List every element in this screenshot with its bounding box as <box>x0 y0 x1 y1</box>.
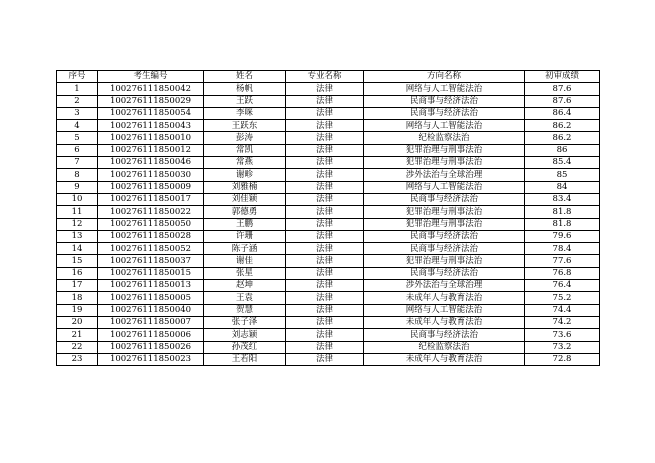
cell-direction: 网络与人工智能法治 <box>364 304 525 316</box>
cell-candidate-id: 100276111850046 <box>98 157 204 169</box>
cell-name: 郭德勇 <box>204 206 286 218</box>
cell-major: 法律 <box>286 255 364 267</box>
table-row <box>57 169 600 181</box>
cell-major: 法律 <box>286 280 364 292</box>
cell-score: 73.6 <box>525 329 600 341</box>
header-name: 姓名 <box>204 71 286 83</box>
cell-major: 法律 <box>286 316 364 328</box>
cell-major: 法律 <box>286 95 364 107</box>
table-row <box>57 280 600 292</box>
table-row <box>57 329 600 341</box>
cell-candidate-id: 100276111850009 <box>98 181 204 193</box>
cell-name: 王鹏 <box>204 218 286 230</box>
cell-candidate-id: 100276111850042 <box>98 83 204 95</box>
cell-index: 21 <box>57 329 98 341</box>
cell-major: 法律 <box>286 107 364 119</box>
cell-candidate-id: 100276111850023 <box>98 353 204 365</box>
cell-name: 常凯 <box>204 144 286 156</box>
cell-candidate-id: 100276111850006 <box>98 329 204 341</box>
header-major: 专业名称 <box>286 71 364 83</box>
cell-candidate-id: 100276111850054 <box>98 107 204 119</box>
cell-index: 9 <box>57 181 98 193</box>
cell-index: 13 <box>57 230 98 242</box>
cell-score: 76.4 <box>525 280 600 292</box>
cell-candidate-id: 100276111850026 <box>98 341 204 353</box>
cell-name: 杨帆 <box>204 83 286 95</box>
table-row <box>57 181 600 193</box>
cell-index: 15 <box>57 255 98 267</box>
cell-candidate-id: 100276111850017 <box>98 193 204 205</box>
cell-name: 彭涛 <box>204 132 286 144</box>
table-row <box>57 292 600 304</box>
cell-score: 87.6 <box>525 83 600 95</box>
table-row <box>57 243 600 255</box>
table-row <box>57 230 600 242</box>
table-body <box>57 83 600 366</box>
cell-name: 谢畛 <box>204 169 286 181</box>
cell-name: 王跃 <box>204 95 286 107</box>
cell-direction: 民商事与经济法治 <box>364 243 525 255</box>
table-row <box>57 157 600 169</box>
cell-direction: 网络与人工智能法治 <box>364 181 525 193</box>
cell-score: 85 <box>525 169 600 181</box>
table-row <box>57 193 600 205</box>
cell-score: 81.8 <box>525 218 600 230</box>
cell-major: 法律 <box>286 267 364 279</box>
cell-index: 12 <box>57 218 98 230</box>
cell-score: 75.2 <box>525 292 600 304</box>
cell-direction: 未成年人与教育法治 <box>364 353 525 365</box>
cell-score: 86.2 <box>525 132 600 144</box>
cell-candidate-id: 100276111850013 <box>98 280 204 292</box>
cell-direction: 未成年人与教育法治 <box>364 292 525 304</box>
cell-direction: 民商事与经济法治 <box>364 95 525 107</box>
cell-major: 法律 <box>286 292 364 304</box>
cell-index: 8 <box>57 169 98 181</box>
cell-candidate-id: 100276111850043 <box>98 120 204 132</box>
cell-candidate-id: 100276111850012 <box>98 144 204 156</box>
cell-candidate-id: 100276111850050 <box>98 218 204 230</box>
cell-candidate-id: 100276111850010 <box>98 132 204 144</box>
cell-major: 法律 <box>286 120 364 132</box>
cell-candidate-id: 100276111850030 <box>98 169 204 181</box>
cell-index: 17 <box>57 280 98 292</box>
cell-name: 王跃东 <box>204 120 286 132</box>
cell-index: 19 <box>57 304 98 316</box>
cell-major: 法律 <box>286 193 364 205</box>
cell-direction: 民商事与经济法治 <box>364 230 525 242</box>
cell-major: 法律 <box>286 144 364 156</box>
cell-candidate-id: 100276111850028 <box>98 230 204 242</box>
cell-candidate-id: 100276111850040 <box>98 304 204 316</box>
cell-score: 72.8 <box>525 353 600 365</box>
cell-name: 刘雅楠 <box>204 181 286 193</box>
cell-index: 7 <box>57 157 98 169</box>
table-row <box>57 120 600 132</box>
cell-score: 78.4 <box>525 243 600 255</box>
cell-index: 22 <box>57 341 98 353</box>
cell-index: 18 <box>57 292 98 304</box>
table-row <box>57 316 600 328</box>
cell-name: 陈子涵 <box>204 243 286 255</box>
cell-index: 1 <box>57 83 98 95</box>
header-score: 初审成绩 <box>525 71 600 83</box>
cell-candidate-id: 100276111850037 <box>98 255 204 267</box>
cell-score: 79.6 <box>525 230 600 242</box>
cell-major: 法律 <box>286 169 364 181</box>
cell-score: 86.4 <box>525 107 600 119</box>
table-row <box>57 95 600 107</box>
cell-name: 孙茂红 <box>204 341 286 353</box>
cell-major: 法律 <box>286 341 364 353</box>
cell-score: 77.6 <box>525 255 600 267</box>
cell-name: 贺慧 <box>204 304 286 316</box>
cell-candidate-id: 100276111850052 <box>98 243 204 255</box>
cell-index: 6 <box>57 144 98 156</box>
cell-direction: 纪检监察法治 <box>364 132 525 144</box>
cell-candidate-id: 100276111850005 <box>98 292 204 304</box>
header-index: 序号 <box>57 71 98 83</box>
cell-index: 2 <box>57 95 98 107</box>
cell-name: 张子泽 <box>204 316 286 328</box>
cell-name: 刘志颖 <box>204 329 286 341</box>
cell-candidate-id: 100276111850029 <box>98 95 204 107</box>
cell-name: 王袁 <box>204 292 286 304</box>
cell-index: 14 <box>57 243 98 255</box>
cell-direction: 涉外法治与全球治理 <box>364 280 525 292</box>
cell-candidate-id: 100276111850007 <box>98 316 204 328</box>
cell-major: 法律 <box>286 353 364 365</box>
cell-direction: 犯罪治理与刑事法治 <box>364 157 525 169</box>
cell-major: 法律 <box>286 83 364 95</box>
cell-direction: 民商事与经济法治 <box>364 267 525 279</box>
table-row <box>57 267 600 279</box>
cell-direction: 网络与人工智能法治 <box>364 83 525 95</box>
table-row <box>57 83 600 95</box>
cell-candidate-id: 100276111850022 <box>98 206 204 218</box>
cell-name: 许珊 <box>204 230 286 242</box>
cell-major: 法律 <box>286 243 364 255</box>
cell-score: 74.2 <box>525 316 600 328</box>
cell-direction: 涉外法治与全球治理 <box>364 169 525 181</box>
cell-direction: 未成年人与教育法治 <box>364 316 525 328</box>
cell-name: 王若阳 <box>204 353 286 365</box>
table-row <box>57 206 600 218</box>
cell-score: 86.2 <box>525 120 600 132</box>
cell-score: 86 <box>525 144 600 156</box>
cell-score: 76.8 <box>525 267 600 279</box>
cell-direction: 犯罪治理与刑事法治 <box>364 206 525 218</box>
cell-name: 刘佳颖 <box>204 193 286 205</box>
cell-index: 11 <box>57 206 98 218</box>
cell-direction: 民商事与经济法治 <box>364 329 525 341</box>
cell-index: 20 <box>57 316 98 328</box>
cell-score: 85.4 <box>525 157 600 169</box>
table-row <box>57 107 600 119</box>
cell-major: 法律 <box>286 304 364 316</box>
cell-score: 73.2 <box>525 341 600 353</box>
cell-direction: 犯罪治理与刑事法治 <box>364 255 525 267</box>
table-row <box>57 132 600 144</box>
cell-direction: 民商事与经济法治 <box>364 107 525 119</box>
score-table <box>56 70 600 366</box>
table-header-row <box>57 71 600 83</box>
cell-score: 84 <box>525 181 600 193</box>
cell-name: 常燕 <box>204 157 286 169</box>
cell-major: 法律 <box>286 230 364 242</box>
cell-name: 李咪 <box>204 107 286 119</box>
cell-score: 83.4 <box>525 193 600 205</box>
cell-direction: 犯罪治理与刑事法治 <box>364 218 525 230</box>
cell-major: 法律 <box>286 132 364 144</box>
cell-index: 10 <box>57 193 98 205</box>
header-direction: 方向名称 <box>364 71 525 83</box>
table-row <box>57 218 600 230</box>
cell-name: 赵坤 <box>204 280 286 292</box>
cell-name: 谢佳 <box>204 255 286 267</box>
cell-score: 74.4 <box>525 304 600 316</box>
cell-direction: 纪检监察法治 <box>364 341 525 353</box>
cell-index: 23 <box>57 353 98 365</box>
cell-major: 法律 <box>286 218 364 230</box>
cell-score: 81.8 <box>525 206 600 218</box>
table-row <box>57 144 600 156</box>
cell-index: 4 <box>57 120 98 132</box>
cell-direction: 犯罪治理与刑事法治 <box>364 144 525 156</box>
cell-major: 法律 <box>286 329 364 341</box>
header-candidate-id: 考生编号 <box>98 71 204 83</box>
cell-major: 法律 <box>286 206 364 218</box>
cell-major: 法律 <box>286 157 364 169</box>
table-row <box>57 353 600 365</box>
cell-major: 法律 <box>286 181 364 193</box>
cell-direction: 民商事与经济法治 <box>364 193 525 205</box>
cell-index: 16 <box>57 267 98 279</box>
cell-index: 3 <box>57 107 98 119</box>
cell-direction: 网络与人工智能法治 <box>364 120 525 132</box>
cell-score: 87.6 <box>525 95 600 107</box>
table-row <box>57 255 600 267</box>
cell-index: 5 <box>57 132 98 144</box>
table-row <box>57 341 600 353</box>
cell-name: 张星 <box>204 267 286 279</box>
table-row <box>57 304 600 316</box>
cell-candidate-id: 100276111850015 <box>98 267 204 279</box>
